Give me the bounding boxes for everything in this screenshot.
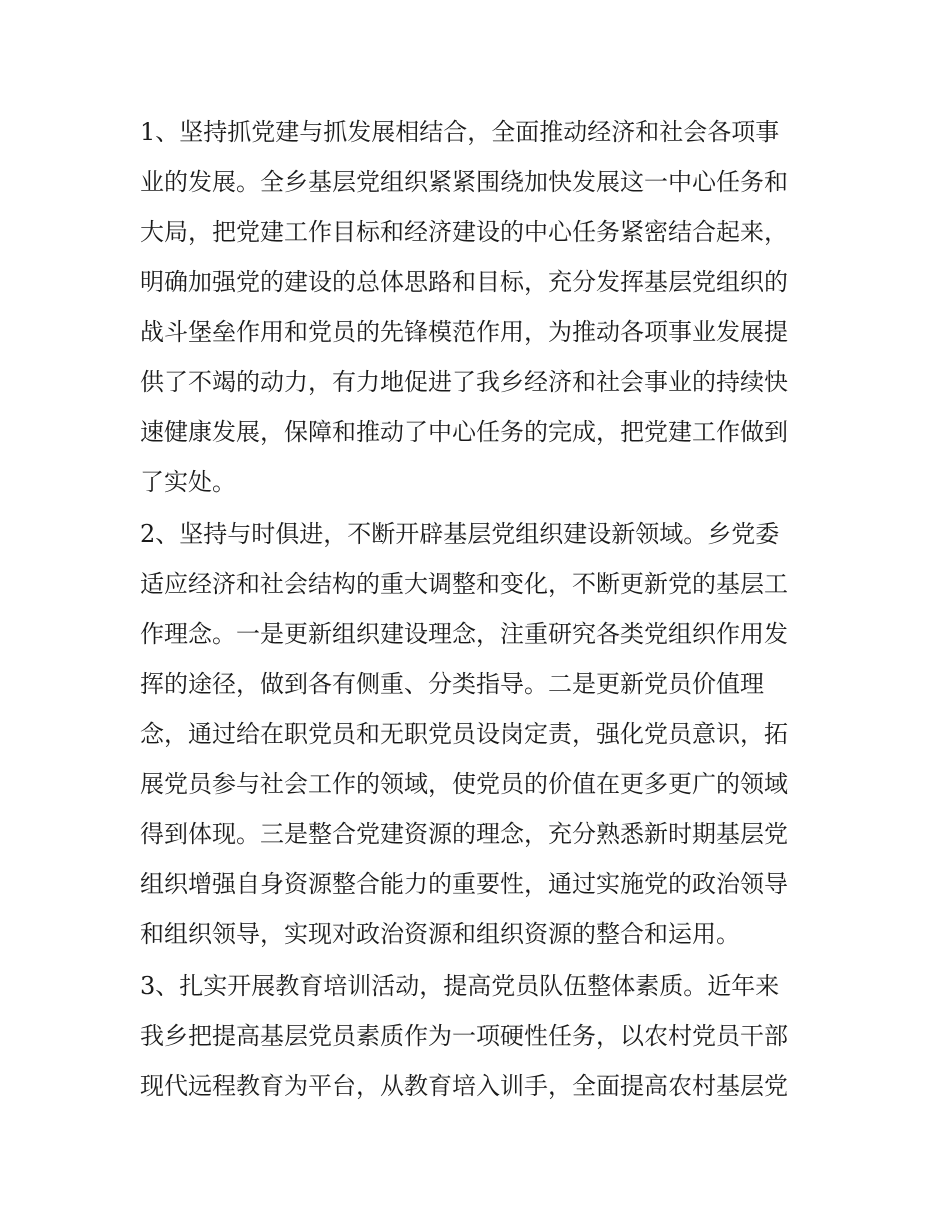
text-line: 1、坚持抓党建与抓发展相结合，全面推动经济和社会各项事 xyxy=(140,118,780,146)
text-line: 明确加强党的建设的总体思路和目标，充分发挥基层党组织的 xyxy=(140,268,788,296)
text-line: 2、坚持与时俱进，不断开辟基层党组织建设新领域。乡党委 xyxy=(140,520,780,548)
text-line: 了实处。 xyxy=(140,468,236,496)
text-line: 我乡把提高基层党员素质作为一项硬性任务，以农村党员干部 xyxy=(140,1022,788,1050)
text-line: 组织增强自身资源整合能力的重要性，通过实施党的政治领导 xyxy=(140,870,788,898)
text-line: 速健康发展，保障和推动了中心任务的完成，把党建工作做到 xyxy=(140,418,788,446)
text-line: 念，通过给在职党员和无职党员设岗定责，强化党员意识，拓 xyxy=(140,720,788,748)
text-line: 业的发展。全乡基层党组织紧紧围绕加快发展这一中心任务和 xyxy=(140,168,788,196)
text-line: 3、扎实开展教育培训活动，提高党员队伍整体素质。近年来 xyxy=(140,972,780,1000)
text-line: 适应经济和社会结构的重大调整和变化，不断更新党的基层工 xyxy=(140,570,788,598)
text-line: 和组织领导，实现对政治资源和组织资源的整合和运用。 xyxy=(140,920,740,948)
text-line: 得到体现。三是整合党建资源的理念，充分熟悉新时期基层党 xyxy=(140,820,788,848)
text-line: 挥的途径，做到各有侧重、分类指导。二是更新党员价值理 xyxy=(140,670,764,698)
text-line: 供了不竭的动力，有力地促进了我乡经济和社会事业的持续快 xyxy=(140,368,788,396)
text-line: 战斗堡垒作用和党员的先锋模范作用，为推动各项事业发展提 xyxy=(140,318,788,346)
text-line: 大局，把党建工作目标和经济建设的中心任务紧密结合起来， xyxy=(140,218,788,246)
text-line: 现代远程教育为平台，从教育培入训手，全面提高农村基层党 xyxy=(140,1072,788,1100)
text-line: 展党员参与社会工作的领域，使党员的价值在更多更广的领域 xyxy=(140,770,788,798)
text-line: 作理念。一是更新组织建设理念，注重研究各类党组织作用发 xyxy=(140,620,788,648)
